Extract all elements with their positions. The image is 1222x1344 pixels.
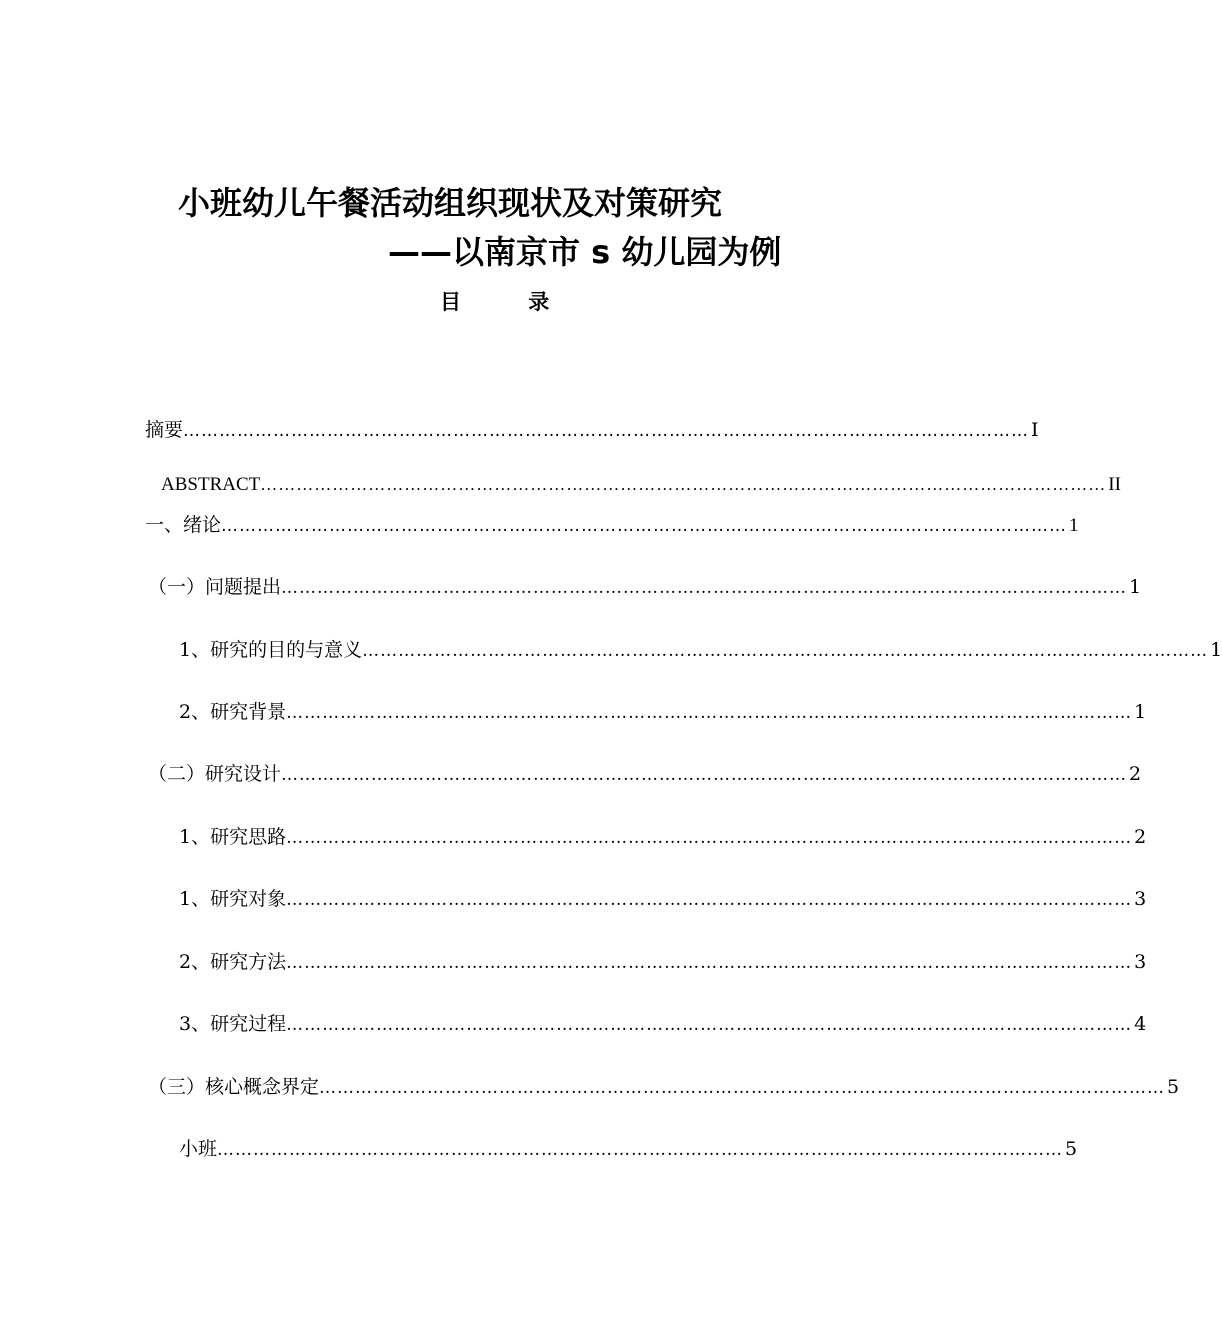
toc-entry-chapter-1[interactable] [145, 510, 1079, 540]
toc-leader: …………………………………………………………………………………………………………………………… [286, 828, 1133, 848]
toc-entry-label: 1、研究对象 [179, 888, 287, 910]
document-title: 小班幼儿午餐活动组织现状及对策研究 [178, 184, 723, 222]
toc-heading: 目 录 [440, 290, 580, 314]
toc-leader: …………………………………………………………………………………………………………………………… [362, 641, 1209, 661]
toc-entry-label: 2、研究背景 [179, 701, 287, 723]
toc-entry-page: 2 [1129, 763, 1142, 785]
toc-entry-label: 3、研究过程 [179, 1013, 287, 1035]
toc-entry-label: ABSTRACT [161, 474, 261, 495]
toc-leader: …………………………………………………………………………………………………………………………… [286, 1015, 1133, 1035]
toc-entry-page: 5 [1065, 1138, 1078, 1160]
toc-leader: …………………………………………………………………………………………………………………………… [286, 890, 1133, 910]
toc-entry-page: 1 [1134, 701, 1147, 723]
toc-entry-abstract-en[interactable] [161, 470, 1121, 500]
toc-entry-label: （一）问题提出 [148, 576, 282, 598]
toc-entry-page: 1 [1069, 515, 1079, 536]
toc-entry-label: （三）核心概念界定 [148, 1076, 320, 1098]
toc-leader: …………………………………………………………………………………………………………………………… [281, 765, 1128, 785]
toc-entry-label: 摘要 [145, 419, 184, 441]
toc-entry-item-2-1[interactable] [179, 822, 1147, 852]
toc-leader: …………………………………………………………………………………………………………………………… [286, 953, 1133, 973]
toc-leader: …………………………………………………………………………………………………………………………… [260, 475, 1107, 494]
toc-leader: …………………………………………………………………………………………………………………………… [281, 578, 1128, 598]
toc-leader: …………………………………………………………………………………………………………………………… [217, 1140, 1064, 1160]
toc-entry-label: 1、研究思路 [179, 826, 287, 848]
toc-entry-label: 2、研究方法 [179, 951, 287, 973]
toc-entry-item-1-1[interactable] [179, 635, 1222, 665]
toc-leader: …………………………………………………………………………………………………………………………… [221, 516, 1068, 536]
toc-entry-item-3-1[interactable] [179, 1134, 1078, 1164]
toc-entry-label: （二）研究设计 [148, 763, 282, 785]
toc-entry-item-1-2[interactable] [179, 697, 1147, 727]
toc-leader: …………………………………………………………………………………………………………………………… [319, 1078, 1166, 1098]
toc-entry-page: 3 [1134, 951, 1147, 973]
document-subtitle: ——以南京市 s 幼儿园为例 [388, 233, 782, 271]
toc-entry-section-1[interactable] [148, 572, 1142, 602]
toc-entry-label: 1、研究的目的与意义 [179, 639, 363, 661]
toc-leader: …………………………………………………………………………………………………………………………… [183, 421, 1030, 441]
toc-entry-page: 3 [1134, 888, 1147, 910]
toc-entry-page: 4 [1134, 1013, 1147, 1035]
toc-leader: …………………………………………………………………………………………………………………………… [286, 703, 1133, 723]
toc-entry-page: 1 [1210, 639, 1222, 661]
toc-entry-abstract-cn[interactable] [145, 415, 1039, 445]
toc-entry-item-2-2[interactable] [179, 884, 1147, 914]
toc-entry-page: Ⅰ [1031, 420, 1039, 441]
toc-entry-page: II [1108, 474, 1121, 495]
toc-entry-label: 一、绪论 [145, 514, 222, 536]
toc-entry-page: 2 [1134, 826, 1147, 848]
toc-entry-item-2-4[interactable] [179, 1009, 1147, 1039]
toc-entry-item-2-3[interactable] [179, 947, 1147, 977]
toc-entry-label: 小班 [179, 1138, 218, 1160]
toc-entry-page: 1 [1129, 576, 1142, 598]
toc-entry-page: 5 [1167, 1076, 1180, 1098]
toc-entry-section-3[interactable] [148, 1072, 1180, 1102]
toc-entry-section-2[interactable] [148, 759, 1142, 789]
